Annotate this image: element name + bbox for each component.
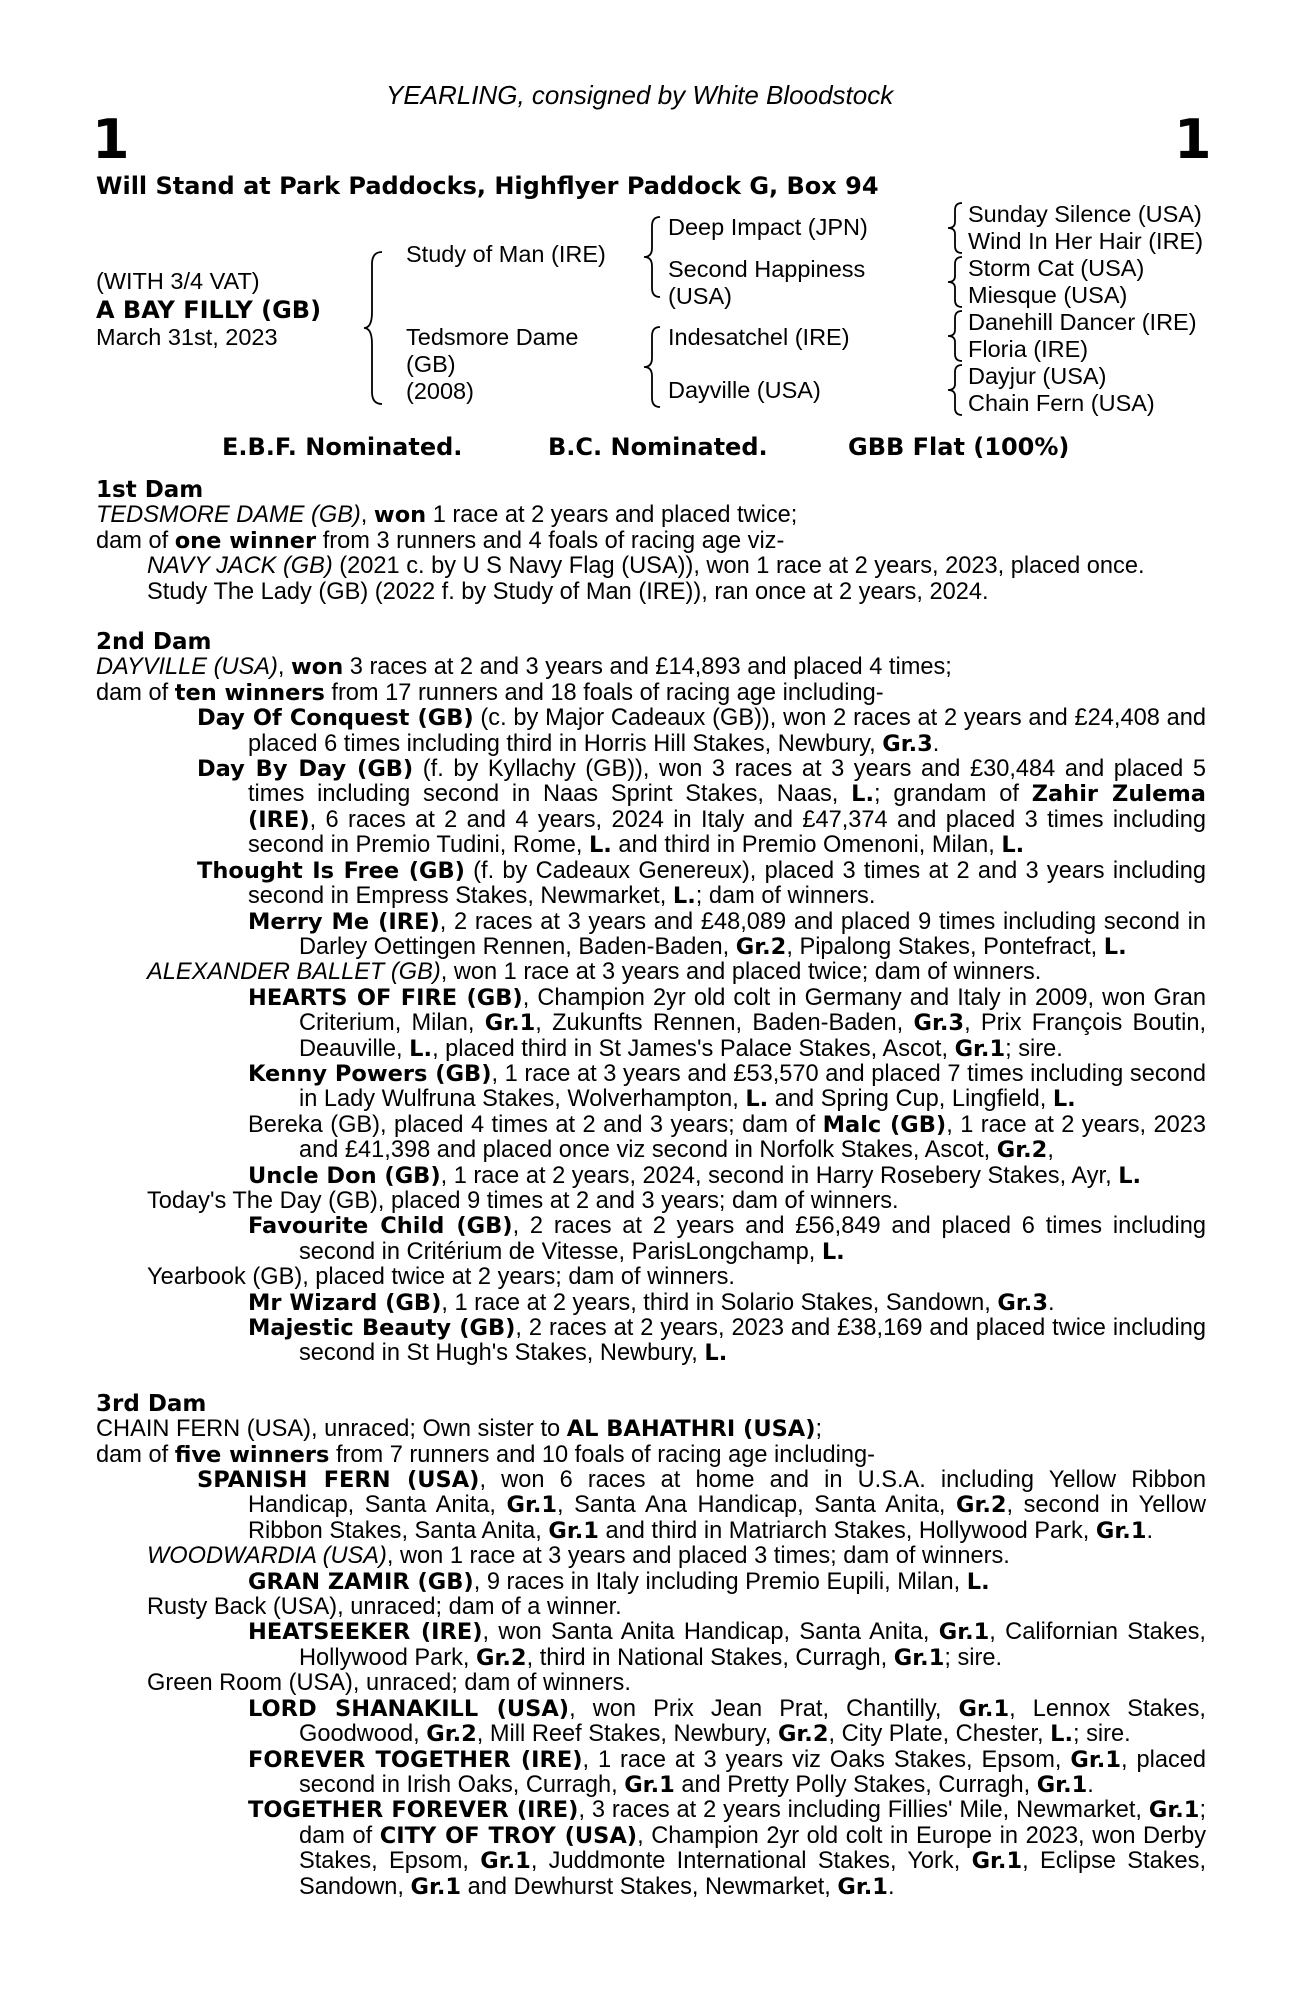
list-item: GRAN ZAMIR (GB), 9 races in Italy including Premio Eupili, Milan, L. <box>248 1568 990 1595</box>
third-dam-summary: dam of five winners from 7 runners and 10 foals of racing age including- <box>96 1441 876 1468</box>
list-item: Kenny Powers (GB), 1 race at 3 years and £53,570 and placed 7 times including second in Lady Wulfruna Stakes, Wolverhampton, L. and Spring Cup, Lingfield, L. <box>248 1060 1207 1113</box>
grandsire-2: Storm Cat (USA) <box>968 255 1145 281</box>
foaling-date: March 31st, 2023 <box>96 324 278 350</box>
pedigree-brace-g3 <box>944 308 966 364</box>
gbb-flat: GBB Flat (100%) <box>848 433 1070 461</box>
pedigree-brace-g2 <box>944 254 966 310</box>
granddam-2: Miesque (USA) <box>968 282 1128 308</box>
grandsire-3: Danehill Dancer (IRE) <box>968 309 1197 335</box>
first-dam-heading: 1st Dam <box>96 477 204 503</box>
list-item: SPANISH FERN (USA), won 6 races at home and in U.S.A. including Yellow Ribbon Handicap, Santa Anita, Gr.1, Santa Ana Handicap, Santa Anita, Gr.2, second in Yellow Ribbon Stakes, Santa Anita, Gr.1 and third in Matriarch Stakes, Hollywood Park, Gr.1. <box>197 1467 1207 1544</box>
sire-dam-line-2: (USA) <box>668 283 732 309</box>
second-dam-summary: dam of ten winners from 17 runners and 18 foals of racing age including- <box>96 679 884 706</box>
sire: Study of Man (IRE) <box>406 241 606 267</box>
catalogue-subtitle: YEARLING, consigned by White Bloodstock <box>386 80 894 110</box>
dam-line-3: (2008) <box>406 378 474 404</box>
pedigree-brace-g1 <box>944 200 966 256</box>
second-dam-entry: DAYVILLE (USA), won 3 races at 2 and 3 years and £14,893 and placed 4 times; <box>96 654 952 681</box>
sire-sire: Deep Impact (JPN) <box>668 214 868 240</box>
lot-number-left: 1 <box>92 108 130 171</box>
third-dam-entry: CHAIN FERN (USA), unraced; Own sister to AL BAHATHRI (USA); <box>96 1416 823 1443</box>
pedigree-brace-dam <box>640 324 664 410</box>
list-item: Rusty Back (USA), unraced; dam of a winner. <box>147 1594 622 1621</box>
stand-location: Will Stand at Park Paddocks, Highflyer Paddock G, Box 94 <box>96 172 879 200</box>
list-item: Favourite Child (GB), 2 races at 2 years and £56,849 and placed 6 times including second in Critérium de Vitesse, ParisLongchamp, L. <box>248 1213 1206 1265</box>
sire-dam-line-1: Second Happiness <box>668 256 866 282</box>
lot-number-right: 1 <box>1174 108 1212 171</box>
pedigree-brace-sire <box>640 214 664 300</box>
list-item: Yearbook (GB), placed twice at 2 years; dam of winners. <box>147 1264 735 1291</box>
list-item: HEATSEEKER (IRE), won Santa Anita Handicap, Santa Anita, Gr.1, Californian Stakes, Hollywood Park, Gr.2, third in National Stakes, Curragh, Gr.1; sire. <box>248 1619 1206 1671</box>
grandsire-1: Sunday Silence (USA) <box>968 201 1202 227</box>
list-item: TOGETHER FOREVER (IRE), 3 races at 2 years including Fillies' Mile, Newmarket, Gr.1; dam of CITY OF TROY (USA), Champion 2yr old colt in Europe in 2023, won Derby Stakes, Epsom, Gr.1, Juddmonte International Stakes, York, Gr.1, Eclipse Stakes, Sandown, Gr.1 and Dewhurst Stakes, Newmarket, Gr.1. <box>248 1797 1206 1900</box>
granddam-1: Wind In Her Hair (IRE) <box>968 228 1204 254</box>
dam-sire: Indesatchel (IRE) <box>668 324 850 350</box>
vat-note: (WITH 3/4 VAT) <box>96 268 260 294</box>
list-item: Day By Day (GB) (f. by Kyllachy (GB)), won 3 races at 3 years and £30,484 and placed 5 times including second in Naas Sprint Stakes, Naas, L.; grandam of Zahir Zulema (IRE), 6 races at 2 and 4 years, 2024 in Italy and £47,374 and placed 3 times including second in Premio Tudini, Rome, L. and third in Premio Omenoni, Milan, L. <box>197 756 1206 859</box>
dam-line-2: (GB) <box>406 351 456 377</box>
bc-nomination: B.C. Nominated. <box>548 433 768 461</box>
list-item: Green Room (USA), unraced; dam of winners. <box>147 1670 631 1697</box>
dam-dam: Dayville (USA) <box>668 377 821 403</box>
produce-record <box>96 478 1206 1900</box>
list-item: Bereka (GB), placed 4 times at 2 and 3 years; dam of Malc (GB), 1 race at 2 years, 2023 and £41,398 and placed once viz second in Norfolk Stakes, Ascot, Gr.2, <box>248 1111 1206 1164</box>
lot-name: A BAY FILLY (GB) <box>96 296 322 324</box>
list-item: Majestic Beauty (GB), 2 races at 2 years, 2023 and £38,169 and placed twice including second in St Hugh's Stakes, Newbury, L. <box>248 1315 1206 1367</box>
list-item: ALEXANDER BALLET (GB), won 1 race at 3 years and placed twice; dam of winners. <box>147 959 1042 986</box>
ebf-nomination: E.B.F. Nominated. <box>222 433 463 461</box>
list-item: Uncle Don (GB), 1 race at 2 years, 2024, second in Harry Rosebery Stakes, Ayr, L. <box>248 1162 1142 1189</box>
granddam-4: Chain Fern (USA) <box>968 390 1155 416</box>
list-item: FOREVER TOGETHER (IRE), 1 race at 3 years viz Oaks Stakes, Epsom, Gr.1, placed second in Irish Oaks, Curragh, Gr.1 and Pretty Polly Stakes, Curragh, Gr.1. <box>248 1746 1206 1798</box>
list-item: LORD SHANAKILL (USA), won Prix Jean Prat, Chantilly, Gr.1, Lennox Stakes, Goodwood, Gr.2, Mill Reef Stakes, Newbury, Gr.2, City Plate, Chester, L.; sire. <box>248 1695 1206 1748</box>
list-item: HEARTS OF FIRE (GB), Champion 2yr old colt in Germany and Italy in 2009, won Gran Criterium, Milan, Gr.1, Zukunfts Rennen, Baden-Baden, Gr.3, Prix François Boutin, Deauville, L., placed third in St James's Palace Stakes, Ascot, Gr.1; sire. <box>248 984 1206 1062</box>
list-item: WOODWARDIA (USA), won 1 race at 3 years and placed 3 times; dam of winners. <box>147 1543 1010 1570</box>
list-item: Study The Lady (GB) (2022 f. by Study of Man (IRE)), ran once at 2 years, 2024. <box>147 578 989 605</box>
grandsire-4: Dayjur (USA) <box>968 363 1107 389</box>
list-item: NAVY JACK (GB) (2021 c. by U S Navy Flag (USA)), won 1 race at 2 years, 2023, placed once. <box>147 553 1145 580</box>
list-item: Day Of Conquest (GB) (c. by Major Cadeaux (GB)), won 2 races at 2 years and £24,408 and placed 6 times including third in Horris Hill Stakes, Newbury, Gr.3. <box>197 705 1206 757</box>
first-dam-entry: TEDSMORE DAME (GB), won 1 race at 2 years and placed twice; <box>96 502 798 529</box>
list-item: Today's The Day (GB), placed 9 times at 2 and 3 years; dam of winners. <box>147 1187 899 1214</box>
pedigree-brace-main <box>360 248 390 408</box>
list-item: Merry Me (IRE), 2 races at 3 years and £48,089 and placed 9 times including second in Darley Oettingen Rennen, Baden-Baden, Gr.2, Pipalong Stakes, Pontefract, L. <box>248 908 1206 960</box>
second-dam-heading: 2nd Dam <box>96 629 212 656</box>
list-item: Thought Is Free (GB) (f. by Cadeaux Genereux), placed 3 times at 2 and 3 years including second in Empress Stakes, Newmarket, L.; dam of winners. <box>197 857 1206 910</box>
list-item: Mr Wizard (GB), 1 race at 2 years, third in Solario Stakes, Sandown, Gr.3. <box>248 1289 1055 1316</box>
third-dam-heading: 3rd Dam <box>96 1390 207 1417</box>
granddam-3: Floria (IRE) <box>968 336 1089 362</box>
pedigree-brace-g4 <box>944 362 966 418</box>
dam-line-1: Tedsmore Dame <box>406 324 579 350</box>
first-dam-summary: dam of one winner from 3 runners and 4 foals of racing age viz- <box>96 527 785 554</box>
